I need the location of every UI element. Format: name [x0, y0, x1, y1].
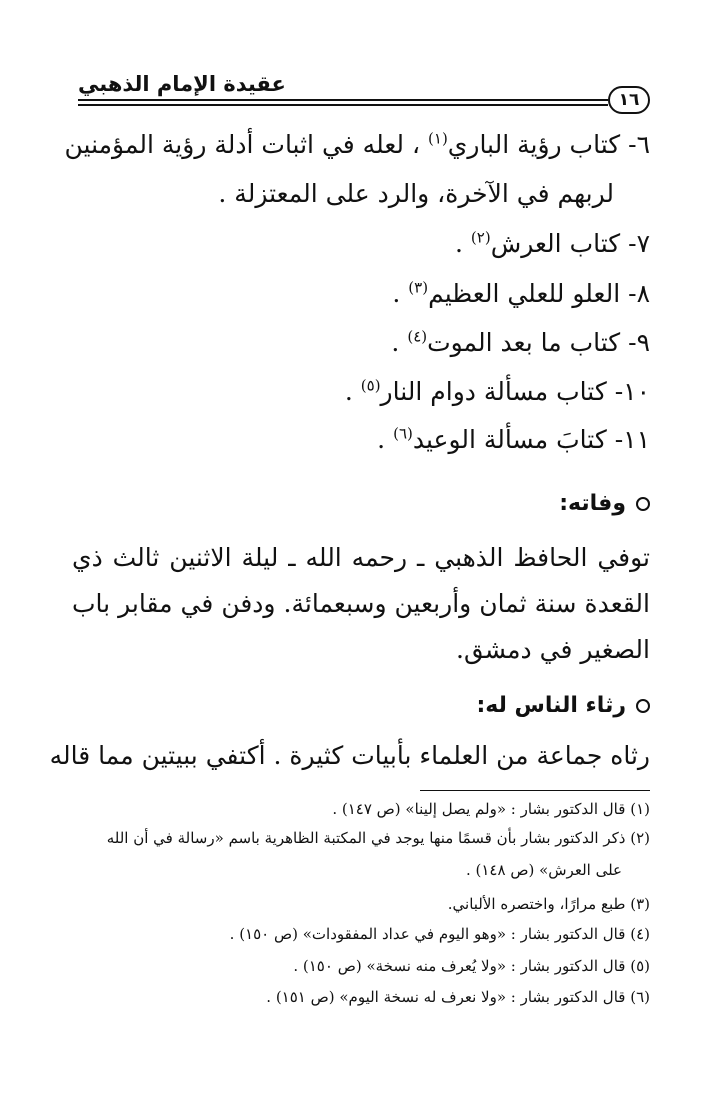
footnote-number: (١) [630, 800, 650, 818]
circle-bullet-icon [636, 699, 650, 713]
footnote [266, 985, 650, 1009]
footnote-text: قال الدكتور بشار : «ولا نعرف له نسخة اليوم» (ص ١٥١) . [266, 988, 626, 1006]
work-description: ، لعله في اثبات أدلة رؤية المؤمنين [64, 130, 421, 159]
page-number: ١٦ [608, 86, 650, 114]
footnote-number: (٢) [630, 829, 650, 847]
footnote-marker: (٥) [360, 376, 381, 395]
work-title: ٧- كتاب العرش [490, 229, 650, 258]
paragraph-line: القعدة سنة ثمان وأربعين وسبعمائة. ودفن في مقابر باب [72, 589, 650, 618]
footnote [332, 797, 650, 821]
paragraph-line: توفي الحافظ الذهبي ـ رحمه الله ـ ليلة الاثنين ثالث ذي [72, 543, 650, 572]
paragraph-line: الصغير في دمشق. [456, 635, 650, 664]
footnote-marker: (٦) [393, 424, 413, 443]
footnote-text: ذكر الدكتور بشار بأن قسمًا منها يوجد في المكتبة الظاهرية باسم «رسالة في أن الله [106, 829, 626, 847]
list-item: ٧- كتاب العرش$^{(٢)}$ . [455, 228, 650, 258]
footnote-continuation: على العرش» (ص ١٤٨) . [465, 861, 622, 879]
footnote-text: قال الدكتور بشار : «وهو اليوم في عداد المفقودات» (ص ١٥٠) . [229, 925, 626, 943]
section-heading-death: وفاته: [559, 488, 650, 520]
list-item [65, 127, 650, 163]
footnote-number: (٦) [630, 988, 650, 1006]
footnote [230, 922, 650, 946]
list-item: ٨- العلو للعلي العظيم$^{(٣)}$ . [392, 278, 650, 308]
work-title: ٦- كتاب رؤية الباري [447, 130, 650, 159]
header-rule [78, 104, 608, 106]
footnote-number: (٤) [630, 925, 650, 943]
footnote [107, 826, 650, 850]
footnote-text: قال الدكتور بشار : «ولا يُعرف منه نسخة» (ص ١٥٠) . [293, 957, 626, 975]
work-title: ٩- كتاب ما بعد الموت [427, 328, 650, 357]
footnote-text: طبع مرارًا، واختصره الألباني. [447, 895, 626, 913]
list-item: ١٠- كتاب مسألة دوام النار$^{(٥)}$ . [344, 376, 650, 406]
footnote-marker: (٣) [408, 278, 429, 297]
header-rule [78, 99, 608, 101]
footnote-marker: (٤) [407, 327, 428, 346]
footnote [293, 954, 650, 978]
footnote-marker: (١) [428, 129, 448, 148]
footnote-number: (٣) [630, 895, 650, 913]
footnote-text: قال الدكتور بشار : «ولم يصل إلينا» (ص ١٤٧) . [332, 800, 626, 818]
footnote-marker: (٢) [470, 228, 491, 247]
list-item: ٩- كتاب ما بعد الموت$^{(٤)}$ . [391, 327, 650, 357]
section-heading-elegy: رثاء الناس له: [476, 690, 650, 722]
work-title: ٨- العلو للعلي العظيم [428, 279, 650, 308]
work-title: ١٠- كتاب مسألة دوام النار [380, 377, 650, 406]
footnote [448, 892, 650, 916]
circle-bullet-icon [636, 497, 650, 511]
work-title: ١١- كتابَ مسألة الوعيد [412, 425, 650, 454]
paragraph-line: رثاه جماعة من العلماء بأبيات كثيرة . أكتفي ببيتين مما قاله [49, 741, 650, 770]
list-item-continuation: لربهم في الآخرة، والرد على المعتزلة . [218, 179, 614, 208]
running-title: عقيدة الإمام الذهبي [78, 72, 286, 96]
footnote-number: (٥) [630, 957, 650, 975]
list-item: ١١- كتابَ مسألة الوعيد$^{(٦)}$ . [377, 424, 650, 454]
footnote-separator [420, 790, 650, 791]
